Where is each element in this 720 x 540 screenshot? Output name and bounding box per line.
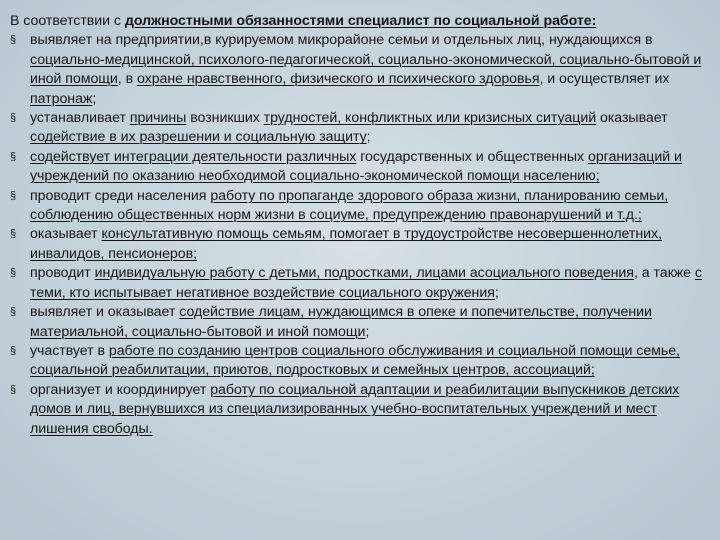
duty-text: , в xyxy=(117,71,137,88)
underlined-text: организаций и учреждений по оказанию необходимой социально-экономической помощи населению; xyxy=(30,148,682,185)
duties-list xyxy=(10,31,710,439)
underlined-text: индивидуальную работу с детьми, подростками, лицами асоциального поведения xyxy=(94,265,634,282)
duty-text: , и осуществляет их xyxy=(539,71,670,88)
bullet-icon: § xyxy=(10,383,17,396)
underlined-text: консультативную помощь семьям, помогает в трудоустройстве несовершеннолетних, инвалидов, пенсионеров; xyxy=(30,226,662,262)
intro-emphasis: должностными обязанностями специалист по социальной работе: xyxy=(124,13,597,29)
underlined-text: содействие в их разрешении и социальную защиту xyxy=(30,129,367,146)
bullet-icon: § xyxy=(10,306,17,319)
duty-text: ; xyxy=(365,323,370,340)
duty-text: возникших xyxy=(186,110,264,127)
duty-item xyxy=(10,109,710,148)
duty-text: проводит среди населения xyxy=(30,187,211,204)
duty-item xyxy=(10,264,710,303)
bullet-icon: § xyxy=(10,267,17,280)
duty-text: оказывает xyxy=(30,226,102,243)
duty-text: организует и координирует xyxy=(30,381,211,398)
bullet-icon: § xyxy=(10,228,17,241)
underlined-text: работу по социальной адаптации и реабилитации выпускников детских домов и лиц, вернувшихся из специализированных учебно-воспитательных учреждений и мест лишения свободы. xyxy=(30,381,680,437)
underlined-text: с теми, кто испытывает негативное воздействие социального окружения xyxy=(30,265,702,301)
bullet-icon: § xyxy=(10,344,17,357)
underlined-text: содействует интеграции деятельности различных xyxy=(30,148,357,165)
intro-paragraph xyxy=(10,12,710,31)
duty-text: участвует в xyxy=(30,342,109,359)
underlined-text: причины xyxy=(129,110,187,127)
duty-text: выявляет и оказывает xyxy=(30,304,180,321)
duty-item xyxy=(10,303,710,342)
duty-text: , а также xyxy=(633,265,695,282)
duty-item xyxy=(10,187,710,226)
duty-text: ; xyxy=(494,284,499,301)
duty-text: устанавливает xyxy=(30,110,130,127)
bullet-icon: § xyxy=(10,150,17,163)
bullet-icon: § xyxy=(10,189,17,202)
underlined-text: охране нравственного, физического и психического здоровья xyxy=(136,71,540,88)
duty-text: ; xyxy=(92,90,97,107)
duty-item xyxy=(10,148,710,187)
duty-item xyxy=(10,225,710,264)
underlined-text: трудностей, конфликтных или кризисных ситуаций xyxy=(263,110,597,127)
duty-text: ; xyxy=(366,129,371,146)
underlined-text: работе по созданию центров социального обслуживания и социальной помощи семье, социальной реабилитации, приютов, подростковых и семейных центров, ассоциаций; xyxy=(30,342,680,379)
underlined-text: социально-медицинской, психолого-педагогической, социально-экономической, социально-бытовой и иной помощи xyxy=(30,51,702,88)
duty-text: выявляет на предприятии,в курируемом микрорайоне семьи и отдельных лиц, нуждающихся в xyxy=(30,32,653,49)
bullet-icon: § xyxy=(10,112,17,125)
duty-text: оказывает xyxy=(596,110,668,127)
duty-text: государственных и общественных xyxy=(356,148,588,165)
underlined-text: патронаж xyxy=(30,90,93,107)
underlined-text: работу по пропаганде здорового образа жизни, планированию семьи, соблюдению общественных норм жизни в социуме, предупреждению правонарушений и т.д.; xyxy=(30,187,669,224)
bullet-icon: § xyxy=(10,34,17,47)
duty-item xyxy=(10,31,710,109)
intro-prefix: В соответствии с xyxy=(10,13,125,29)
underlined-text: содействие лицам, нуждающимся в опеке и попечительстве, получении материальной, социально-бытовой и иной помощи xyxy=(30,304,652,340)
duty-text: проводит xyxy=(30,265,95,282)
duty-item xyxy=(10,381,710,439)
duty-item xyxy=(10,342,710,381)
